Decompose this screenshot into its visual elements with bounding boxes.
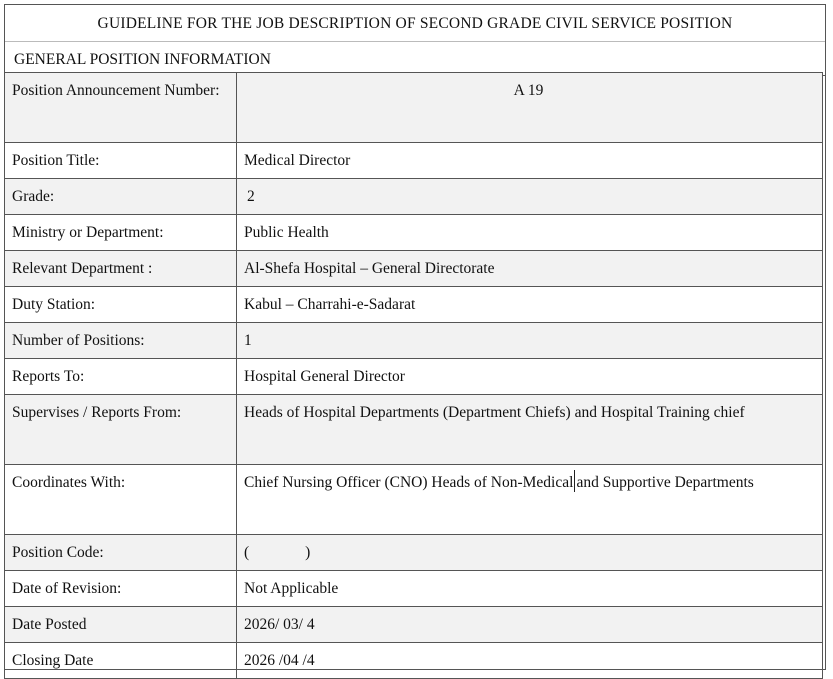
table-row [5,465,823,535]
field-label: Date of Revision: [5,571,237,607]
paren-close: ) [305,544,311,561]
field-label: Reports To: [5,359,237,395]
table-row [5,395,823,465]
field-label: Coordinates With: [5,465,237,535]
field-label: Position Code: [5,535,237,571]
field-label: Relevant Department : [5,251,237,287]
field-value: Hospital General Director [237,359,823,395]
field-value: Al-Shefa Hospital – General Directorate [237,251,823,287]
field-label: Duty Station: [5,287,237,323]
field-label: Supervises / Reports From: [5,395,237,465]
table-row [5,607,823,643]
position-info-table [4,72,823,679]
table-row [5,323,823,359]
field-label: Number of Positions: [5,323,237,359]
field-value: Kabul – Charrahi-e-Sadarat [237,287,823,323]
table-row [5,251,823,287]
document-title: GUIDELINE FOR THE JOB DESCRIPTION OF SECOND GRADE CIVIL SERVICE POSITION [5,5,825,42]
section-heading: GENERAL POSITION INFORMATION [5,41,825,76]
field-value: 1 [237,323,823,359]
table-row [5,571,823,607]
field-value: 2026 /04 /4 [237,643,823,679]
field-value-part: and Supportive Departments [576,474,754,491]
field-value: A 19 [237,73,823,143]
table-row [5,535,823,571]
field-value [237,535,823,571]
table-row [5,287,823,323]
field-label: Date Posted [5,607,237,643]
field-label: Closing Date [5,643,237,679]
field-value: 2026/ 03/ 4 [237,607,823,643]
field-value: Heads of Hospital Departments (Department Chiefs) and Hospital Training chief [237,395,823,465]
field-label: Ministry or Department: [5,215,237,251]
field-value: Medical Director [237,143,823,179]
field-label: Position Title: [5,143,237,179]
field-value [237,465,823,535]
table-row [5,215,823,251]
table-row [5,143,823,179]
field-value-part: Chief Nursing Officer (CNO) Heads of Non-Medical [244,474,574,491]
paren-open: ( [244,544,250,561]
table-row [5,179,823,215]
table-row [5,643,823,679]
table-row [5,359,823,395]
field-value: Not Applicable [237,571,823,607]
field-label: Grade: [5,179,237,215]
field-value: 2 [237,179,823,215]
field-value: Public Health [237,215,823,251]
field-label: Position Announcement Number: [5,73,237,143]
table-row [5,73,823,143]
